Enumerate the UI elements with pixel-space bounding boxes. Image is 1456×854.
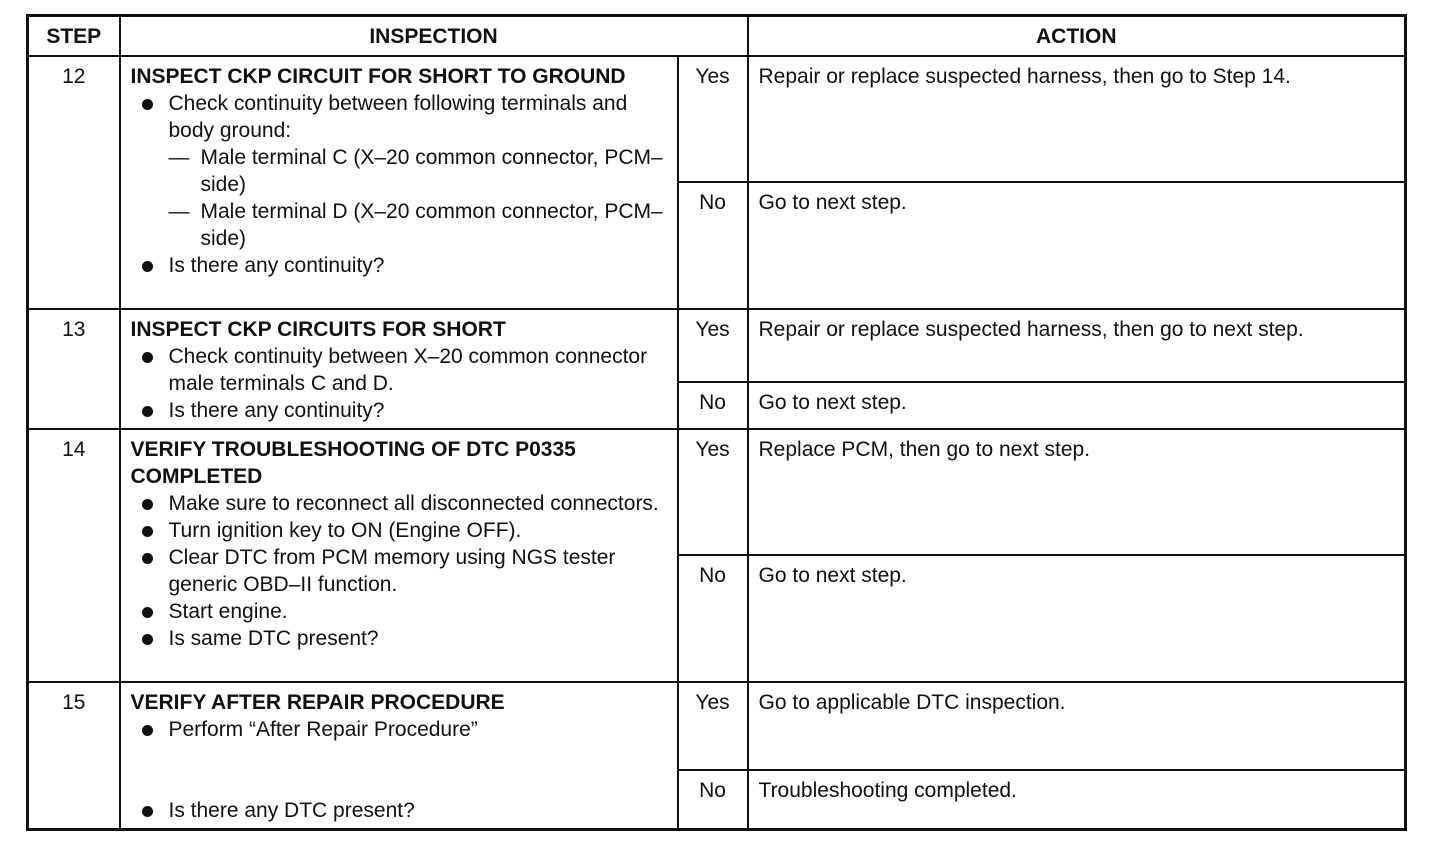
troubleshooting-table	[26, 14, 1407, 831]
sub-list	[169, 144, 671, 252]
list-item	[169, 198, 671, 252]
step-number: 13	[28, 309, 120, 429]
bullet-icon	[142, 725, 153, 736]
inspection-title: VERIFY TROUBLESHOOTING OF DTC P0335 COMPLETED	[130, 438, 576, 488]
table-row	[28, 309, 1406, 382]
list-item	[131, 716, 671, 743]
header-action: ACTION	[748, 16, 1406, 57]
inspection-title: INSPECT CKP CIRCUIT FOR SHORT TO GROUND	[130, 65, 626, 88]
bullet-icon	[142, 553, 153, 564]
inspection-bullets	[131, 716, 671, 824]
list-item	[131, 90, 671, 252]
list-item	[131, 625, 671, 652]
inspection-cell	[120, 682, 678, 830]
table-header-row	[28, 16, 1406, 57]
inspection-title: VERIFY AFTER REPAIR PROCEDURE	[130, 691, 505, 714]
yes-action: Repair or replace suspected harness, then go to Step 14.	[748, 56, 1406, 182]
yes-label: Yes	[678, 309, 748, 382]
no-action: Go to next step.	[748, 555, 1406, 682]
bullet-icon	[142, 526, 153, 537]
bullet-text: Make sure to reconnect all disconnected connectors.	[168, 492, 659, 515]
yes-action: Replace PCM, then go to next step.	[748, 429, 1406, 555]
bullet-icon	[142, 634, 153, 645]
inspection-bullets	[131, 490, 671, 652]
no-action: Go to next step.	[748, 182, 1406, 309]
list-item	[131, 397, 671, 424]
yes-label: Yes	[678, 682, 748, 770]
list-item	[131, 598, 671, 625]
bullet-text: Perform “After Repair Procedure”	[168, 718, 478, 741]
step-number: 14	[28, 429, 120, 682]
table-row	[28, 429, 1406, 555]
yes-action: Go to applicable DTC inspection.	[748, 682, 1406, 770]
no-action: Go to next step.	[748, 382, 1406, 429]
bullet-text: Clear DTC from PCM memory using NGS tester generic OBD–II function.	[168, 546, 616, 596]
bullet-text: Is there any continuity?	[168, 254, 385, 277]
list-item	[131, 797, 671, 824]
list-item	[131, 252, 671, 279]
bullet-icon	[142, 607, 153, 618]
no-label: No	[678, 382, 748, 429]
table-row	[28, 682, 1406, 770]
no-label: No	[678, 770, 748, 829]
inspection-cell	[120, 309, 678, 429]
step-number: 15	[28, 682, 120, 830]
sub-item-text: Male terminal C (X–20 common connector, PCM–side)	[200, 146, 663, 196]
yes-label: Yes	[678, 56, 748, 182]
yes-label: Yes	[678, 429, 748, 555]
list-item	[131, 343, 671, 397]
step-number: 12	[28, 56, 120, 309]
bullet-text: Turn ignition key to ON (Engine OFF).	[168, 519, 522, 542]
bullet-text: Check continuity between X–20 common connector male terminals C and D.	[168, 345, 648, 395]
inspection-title: INSPECT CKP CIRCUITS FOR SHORT	[130, 318, 506, 341]
list-item	[131, 490, 671, 517]
inspection-bullets	[131, 90, 671, 279]
list-item	[131, 517, 671, 544]
no-label: No	[678, 555, 748, 682]
bullet-text: Check continuity between following terminals and body ground:	[168, 92, 628, 142]
bullet-icon	[142, 352, 153, 363]
no-label: No	[678, 182, 748, 309]
bullet-icon	[142, 406, 153, 417]
yes-action: Repair or replace suspected harness, then go to next step.	[748, 309, 1406, 382]
header-inspection: INSPECTION	[120, 16, 748, 57]
dash-icon: —	[168, 200, 190, 223]
table-row	[28, 56, 1406, 182]
inspection-cell	[120, 56, 678, 309]
list-item	[169, 144, 671, 198]
bullet-text: Is there any DTC present?	[168, 799, 415, 822]
inspection-cell	[120, 429, 678, 682]
list-item	[131, 544, 671, 598]
sub-item-text: Male terminal D (X–20 common connector, PCM–side)	[200, 200, 663, 250]
bullet-icon	[142, 499, 153, 510]
bullet-text: Start engine.	[168, 600, 288, 623]
bullet-icon	[142, 806, 153, 817]
dash-icon: —	[168, 146, 190, 169]
no-action: Troubleshooting completed.	[748, 770, 1406, 829]
bullet-text: Is same DTC present?	[168, 627, 379, 650]
bullet-icon	[142, 261, 153, 272]
list-spacer	[131, 743, 671, 797]
header-step: STEP	[28, 16, 120, 57]
bullet-icon	[142, 99, 153, 110]
bullet-text: Is there any continuity?	[168, 399, 385, 422]
inspection-bullets	[131, 343, 671, 424]
